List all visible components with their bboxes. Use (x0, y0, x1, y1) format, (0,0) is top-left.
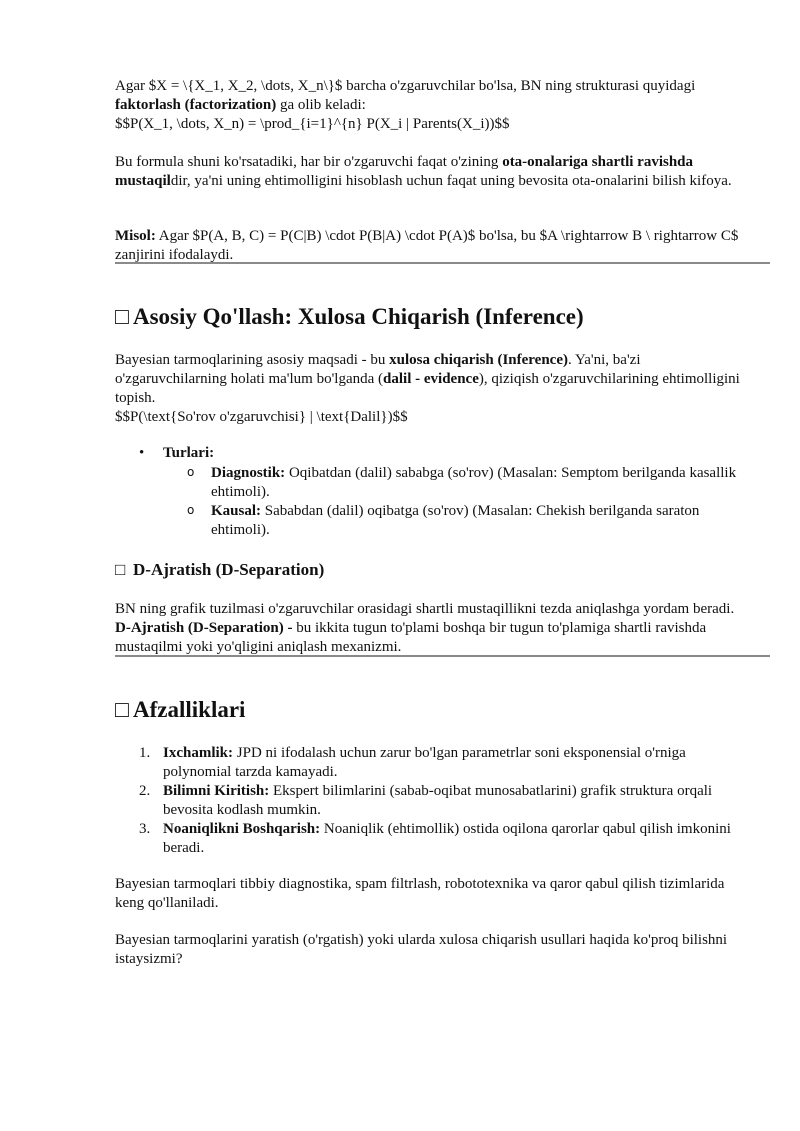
heading-text: Asosiy Qo'llash: Xulosa Chiqarish (Inference) (133, 304, 584, 329)
list-item (115, 744, 745, 782)
example-paragraph (115, 227, 745, 265)
applications-paragraph: Bayesian tarmoqlari tibbiy diagnostika, spam filtrlash, robototexnika va qaror qabul qilish tizimlarida keng qo'llaniladi. (115, 876, 725, 911)
example-label: Misol: (115, 228, 156, 244)
missing-glyph-icon: □ (115, 304, 129, 329)
text-span: Bayesian tarmoqlarining asosiy maqsadi - bu (115, 352, 390, 368)
list-item (115, 820, 745, 858)
item-text: JPD ni ifodalash uchun zarur bo'lgan parametrlar soni eksponensial o'rniga polynomial tarzda kamayadi. (163, 745, 686, 780)
types-label: Turlari: (163, 445, 215, 461)
example-text: Agar $P(A, B, C) = P(C|B) \cdot P(B|A) \cdot P(A)$ bo'lsa, bu $A \rightarrow B \ rightarrow C$ zanjirini ifodalaydi. (115, 228, 739, 263)
item-label: Noaniqlikni Boshqarish: (163, 821, 321, 837)
bold-term: faktorlash (factorization) (115, 97, 277, 113)
inference-paragraph (115, 351, 745, 427)
missing-glyph-icon: □ (115, 560, 126, 579)
factorization-paragraph (115, 77, 745, 134)
text-span: bu ikkita tugun to'plami boshqa bir tugun to'plamiga shartli ravishda mustaqilmi yoki yo'qligini aniqlash mexanizmi. (115, 620, 707, 655)
text-span: ), qiziqish o'zgaruvchilarining ehtimolligini topish. (115, 371, 740, 406)
item-number: 2. (139, 783, 151, 799)
dsep-heading (115, 559, 745, 581)
heading-text: D-Ajratish (D-Separation) (133, 560, 325, 579)
bold-term: D-Ajratish (D-Separation) - (115, 620, 293, 636)
bold-term: ota-onalariga shartli ravishda mustaqil (115, 154, 694, 189)
list-item (115, 464, 745, 502)
list-item (115, 502, 745, 540)
closing-question: Bayesian tarmoqlarini yaratish (o'rgatish) yoki ularda xulosa chiqarish usullari haqida ko'proq bilishni istaysizmi? (115, 932, 728, 967)
bullet-icon: • (139, 445, 145, 461)
list-item (115, 782, 745, 820)
missing-glyph-icon: □ (115, 697, 129, 722)
bold-term: dalil - evidence (383, 371, 479, 387)
item-label: Ixchamlik: (163, 745, 234, 761)
divider (115, 655, 770, 657)
bold-term: xulosa chiqarish (Inference) (389, 352, 568, 368)
advantages-heading (115, 696, 745, 724)
divider (115, 262, 770, 264)
circle-bullet-icon: o (187, 465, 195, 479)
item-text: Noaniqlik (ehtimollik) ostida oqilona qarorlar qabul qilish imkonini beradi. (163, 821, 731, 856)
type-label: Kausal: (211, 503, 262, 519)
inference-types-list (115, 444, 745, 540)
text-span: dir, ya'ni uning ehtimolligini hisoblash uchun faqat uning bevosita ota-onalarini bilish kifoya. (170, 173, 732, 189)
text-span: BN ning grafik tuzilmasi o'zgaruvchilar orasidagi shartli mustaqillikni tezda aniqlashga yordam beradi. (115, 601, 735, 617)
advantages-list (115, 744, 745, 858)
text-span: Agar $X = \{X_1, X_2, \dots, X_n\}$ barcha o'zgaruvchilar bo'lsa, BN ning strukturasi quyidagi (115, 78, 696, 94)
circle-bullet-icon: o (187, 503, 195, 517)
inference-heading (115, 303, 745, 331)
type-text: Oqibatdan (dalil) sababga (so'rov) (Masalan: Semptom berilganda kasallik ehtimoli). (211, 465, 737, 500)
text-span: Bu formula shuni ko'rsatadiki, har bir o'zgaruvchi faqat o'zining (115, 154, 503, 170)
dsep-paragraph (115, 600, 745, 657)
text-span: . Ya'ni, ba'zi o'zgaruvchilarning holati ma'lum bo'lganda ( (115, 352, 641, 387)
inference-formula: $$P(\text{So'rov o'zgaruvchisi} | \text{Dalil})$$ (115, 409, 408, 425)
conditional-independence-paragraph (115, 153, 745, 191)
type-text: Sababdan (dalil) oqibatga (so'rov) (Masalan: Chekish berilganda saraton ehtimoli). (211, 503, 700, 538)
item-number: 3. (139, 821, 151, 837)
factorization-formula: $$P(X_1, \dots, X_n) = \prod_{i=1}^{n} P(X_i | Parents(X_i))$$ (115, 116, 510, 132)
types-sublist (163, 464, 745, 540)
item-number: 1. (139, 745, 151, 761)
item-label: Bilimni Kiritish: (163, 783, 270, 799)
list-item (115, 444, 745, 540)
type-label: Diagnostik: (211, 465, 286, 481)
text-span: ga olib keladi: (276, 97, 366, 113)
item-text: Ekspert bilimlarini (sabab-oqibat munosabatlarini) grafik struktura orqali bevosita kodlash mumkin. (163, 783, 713, 818)
heading-text: Afzalliklari (133, 697, 246, 722)
